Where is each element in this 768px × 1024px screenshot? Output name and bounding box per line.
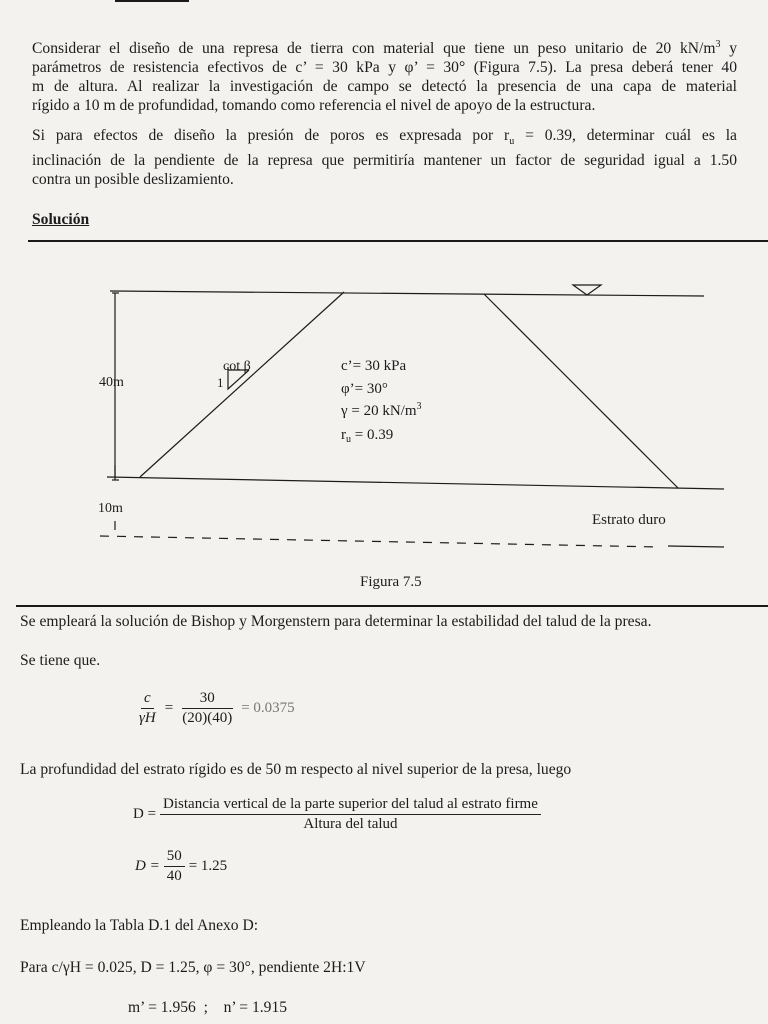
problem-line-1: Considerar el diseño de una represa de tierra con material que tiene un peso unitario de 20 $kN/m^3$ y (32, 39, 737, 58)
param-unit-weight: γ = 20 $kN/m^3$ (341, 401, 422, 419)
se-tiene-line: Se tiene que. (20, 652, 101, 669)
foundation-line (107, 477, 724, 489)
result-line: m’ = 1.956 ; n’ = 1.915 (128, 999, 288, 1016)
slope-one-label: 1 (217, 375, 224, 390)
figure-caption: Figura 7.5 (360, 574, 422, 590)
method-line: Se empleará la solución de Bishop y Morgenstern para determinar la estabilidad del talud de la presa. (20, 613, 652, 630)
param-friction: φ’= 30° (341, 381, 388, 397)
depth-line: La profundidad del estrato rígido es de 50 m respecto al nivel superior de la presa, luego (20, 761, 572, 778)
param-cohesion: c’= 30 kPa (341, 358, 407, 374)
equation-d-value: D = $\frac{50}{40}$ = 1.25 (135, 848, 228, 884)
problem-line-2: parámetros de resistencia efectivos de c’ = 30 kPa y φ’ = 30° (Figura 7.5). La presa deberá tener 40 (32, 59, 737, 77)
downstream-slope (484, 294, 678, 488)
stratum-label: Estrato duro (592, 512, 666, 528)
parameters-line: Para c/γH = 0.025, D = 1.25, φ = 30°, pendiente 2H:1V (20, 959, 366, 976)
hard-stratum-line (100, 536, 660, 547)
problem-line-7: contra un posible deslizamiento. (32, 171, 234, 189)
crest-line (110, 291, 704, 296)
problem-line-4: rígido a 10 m de profundidad, tomando como referencia el nivel de apoyo de la estructura. (32, 97, 596, 115)
depth-label: 10m (98, 501, 123, 516)
param-pore-pressure: $r_u = 0.39$ (341, 427, 394, 445)
problem-line-6: inclinación de la pendiente de la represa que permitiría mantener un factor de seguridad igual a 1.50 (32, 152, 737, 170)
solution-heading: Solución (32, 211, 90, 228)
problem-line-5: Si para efectos de diseño la presión de poros es expresada por $r_u = 0.39$, determinar cuál es la (32, 127, 737, 148)
height-label: 40m (99, 375, 124, 390)
upstream-slope (140, 292, 344, 477)
equation-d-definition: D = Distancia vertical de la parte superior del talud al estrato firme Altura del talud (133, 796, 541, 833)
slope-label: cot β (223, 359, 251, 374)
table-line: Empleando la Tabla D.1 del Anexo D: (20, 917, 259, 934)
equation-c-over-gamma-h: $\frac{c}{\gamma H}$ = $\frac{30}{(20)(40)}$ = 0.0375 (139, 690, 295, 726)
problem-line-3: m de altura. Al realizar la investigación de campo se detectó la presencia de una capa de material (32, 78, 737, 96)
water-level-marker (573, 285, 601, 295)
